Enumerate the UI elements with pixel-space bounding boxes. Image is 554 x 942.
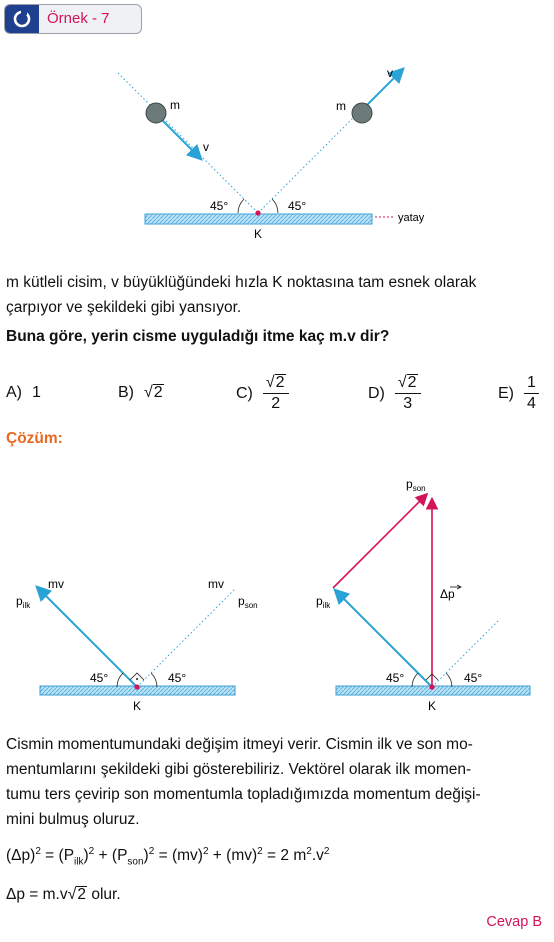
solution-figure-right [300, 470, 550, 720]
point-k-left [134, 684, 139, 689]
option-e-label: E) [498, 384, 514, 402]
option-c-fraction: √ 2 2 [263, 374, 289, 413]
p-son-label-right: $p_{son}$ [406, 477, 426, 493]
angle-arc-right [272, 199, 278, 213]
angle-label-left-sol: 45° [90, 671, 109, 685]
incoming-velocity-arrow [160, 118, 200, 158]
angle-arc-left [238, 199, 244, 213]
mass-ball-right [352, 103, 372, 123]
point-label-right: K [428, 699, 437, 713]
collision-figure [100, 55, 460, 245]
option-a-value: 1 [32, 384, 41, 401]
velocity-label-right: v [387, 66, 393, 80]
option-e-fraction [524, 374, 539, 413]
mass-label-left: m [170, 98, 180, 112]
problem-text [6, 270, 546, 320]
problem-line-2: çarpıyor ve şekildeki gibi yansıyor. [6, 299, 242, 316]
option-b-label: B) [118, 384, 134, 401]
angle-arc-right-sol [151, 673, 157, 687]
incoming-path [118, 73, 258, 213]
mass-ball-left [146, 103, 166, 123]
velocity-label-left: v [203, 140, 209, 154]
p-ilk-vector-right [336, 591, 432, 687]
mv-label-right: mv [208, 577, 224, 591]
p-ilk-label-right: $p_{ilk}$ [316, 594, 331, 610]
option-b-sqrt: √ 2 [144, 384, 163, 401]
solution-line-4: mini bulmuş oluruz. [6, 811, 140, 828]
horizontal-label: yatay [398, 212, 425, 224]
angle-label-right: 45° [288, 199, 307, 213]
angle-label-right-r: 45° [464, 671, 483, 685]
example-header [4, 4, 142, 34]
mv-label-left: mv [48, 577, 64, 591]
outgoing-path [258, 103, 368, 213]
equation-1: $(\Delta p)^2 = (P_{ilk})^2 + (P_{son})^2 = (mv)^2 + (mv)^2 = 2$ $m^2.v^2$ [6, 846, 330, 868]
right-angle-dot [136, 678, 138, 680]
example-title: Örnek - 7 [47, 10, 110, 27]
option-e-denominator: 4 [527, 395, 536, 412]
option-b-radicand: 2 [153, 384, 163, 401]
angle-arc-left-sol [117, 673, 123, 687]
solution-paragraph [6, 732, 546, 832]
angle-label-left: 45° [210, 199, 229, 213]
mass-label-right: m [336, 99, 346, 113]
question-text: Buna göre, yerin cisme uyguladığı itme kaç m.v dir? [6, 328, 390, 345]
solution-line-3: tumu ters çevirip son momentumla topladığımızda momentum değişi- [6, 786, 481, 803]
option-d-label: D) [368, 384, 385, 402]
point-k-right [429, 684, 434, 689]
answer-label: Cevap B [486, 914, 542, 930]
option-d-fraction: √ 2 3 [395, 374, 421, 413]
p-son-label: $p_{son}$ [238, 594, 258, 610]
angle-label-right-sol: 45° [168, 671, 187, 685]
option-d-radicand: 2 [407, 374, 417, 391]
angle-arc-left-r [412, 673, 418, 687]
option-e-numerator: 1 [524, 374, 539, 394]
equation-2: Δp = m.v √ 2 olur. [6, 886, 121, 903]
option-c-denominator: 2 [271, 395, 281, 412]
refresh-icon [12, 9, 32, 29]
solution-line-1: Cismin momentumundaki değişim itmeyi verir. Cismin ilk ve son mo- [6, 736, 473, 753]
option-c-label: C) [236, 384, 253, 402]
solution-title: Çözüm: [6, 430, 63, 447]
angle-label-left-r: 45° [386, 671, 405, 685]
reversed-p-ilk-vector [333, 495, 426, 588]
option-d[interactable] [368, 374, 421, 413]
solution-line-2: mentumlarını şekildeki gibi gösterebiliriz. Vektörel olarak ilk momen- [6, 761, 472, 778]
point-k [255, 210, 260, 215]
solution-figure-left [0, 560, 260, 720]
option-d-denominator: 3 [403, 395, 413, 412]
delta-p-label: Δp [440, 587, 455, 601]
option-e[interactable] [498, 374, 539, 413]
point-label: K [254, 227, 263, 241]
header-badge [5, 5, 39, 33]
option-c[interactable] [236, 374, 289, 413]
p-ilk-label: $p_{ilk}$ [16, 594, 31, 610]
option-a[interactable] [6, 384, 41, 402]
point-label-left: K [133, 699, 142, 713]
option-b[interactable] [118, 384, 164, 402]
outgoing-velocity-arrow [365, 70, 402, 107]
problem-line-1: m kütleli cisim, v büyüklüğündeki hızla K noktasına tam esnek olarak [6, 274, 477, 291]
option-a-label: A) [6, 384, 22, 401]
option-c-radicand: 2 [275, 374, 285, 391]
p-son-vector [137, 588, 236, 687]
p-ilk-vector [38, 588, 137, 687]
angle-arc-right-r [446, 673, 452, 687]
